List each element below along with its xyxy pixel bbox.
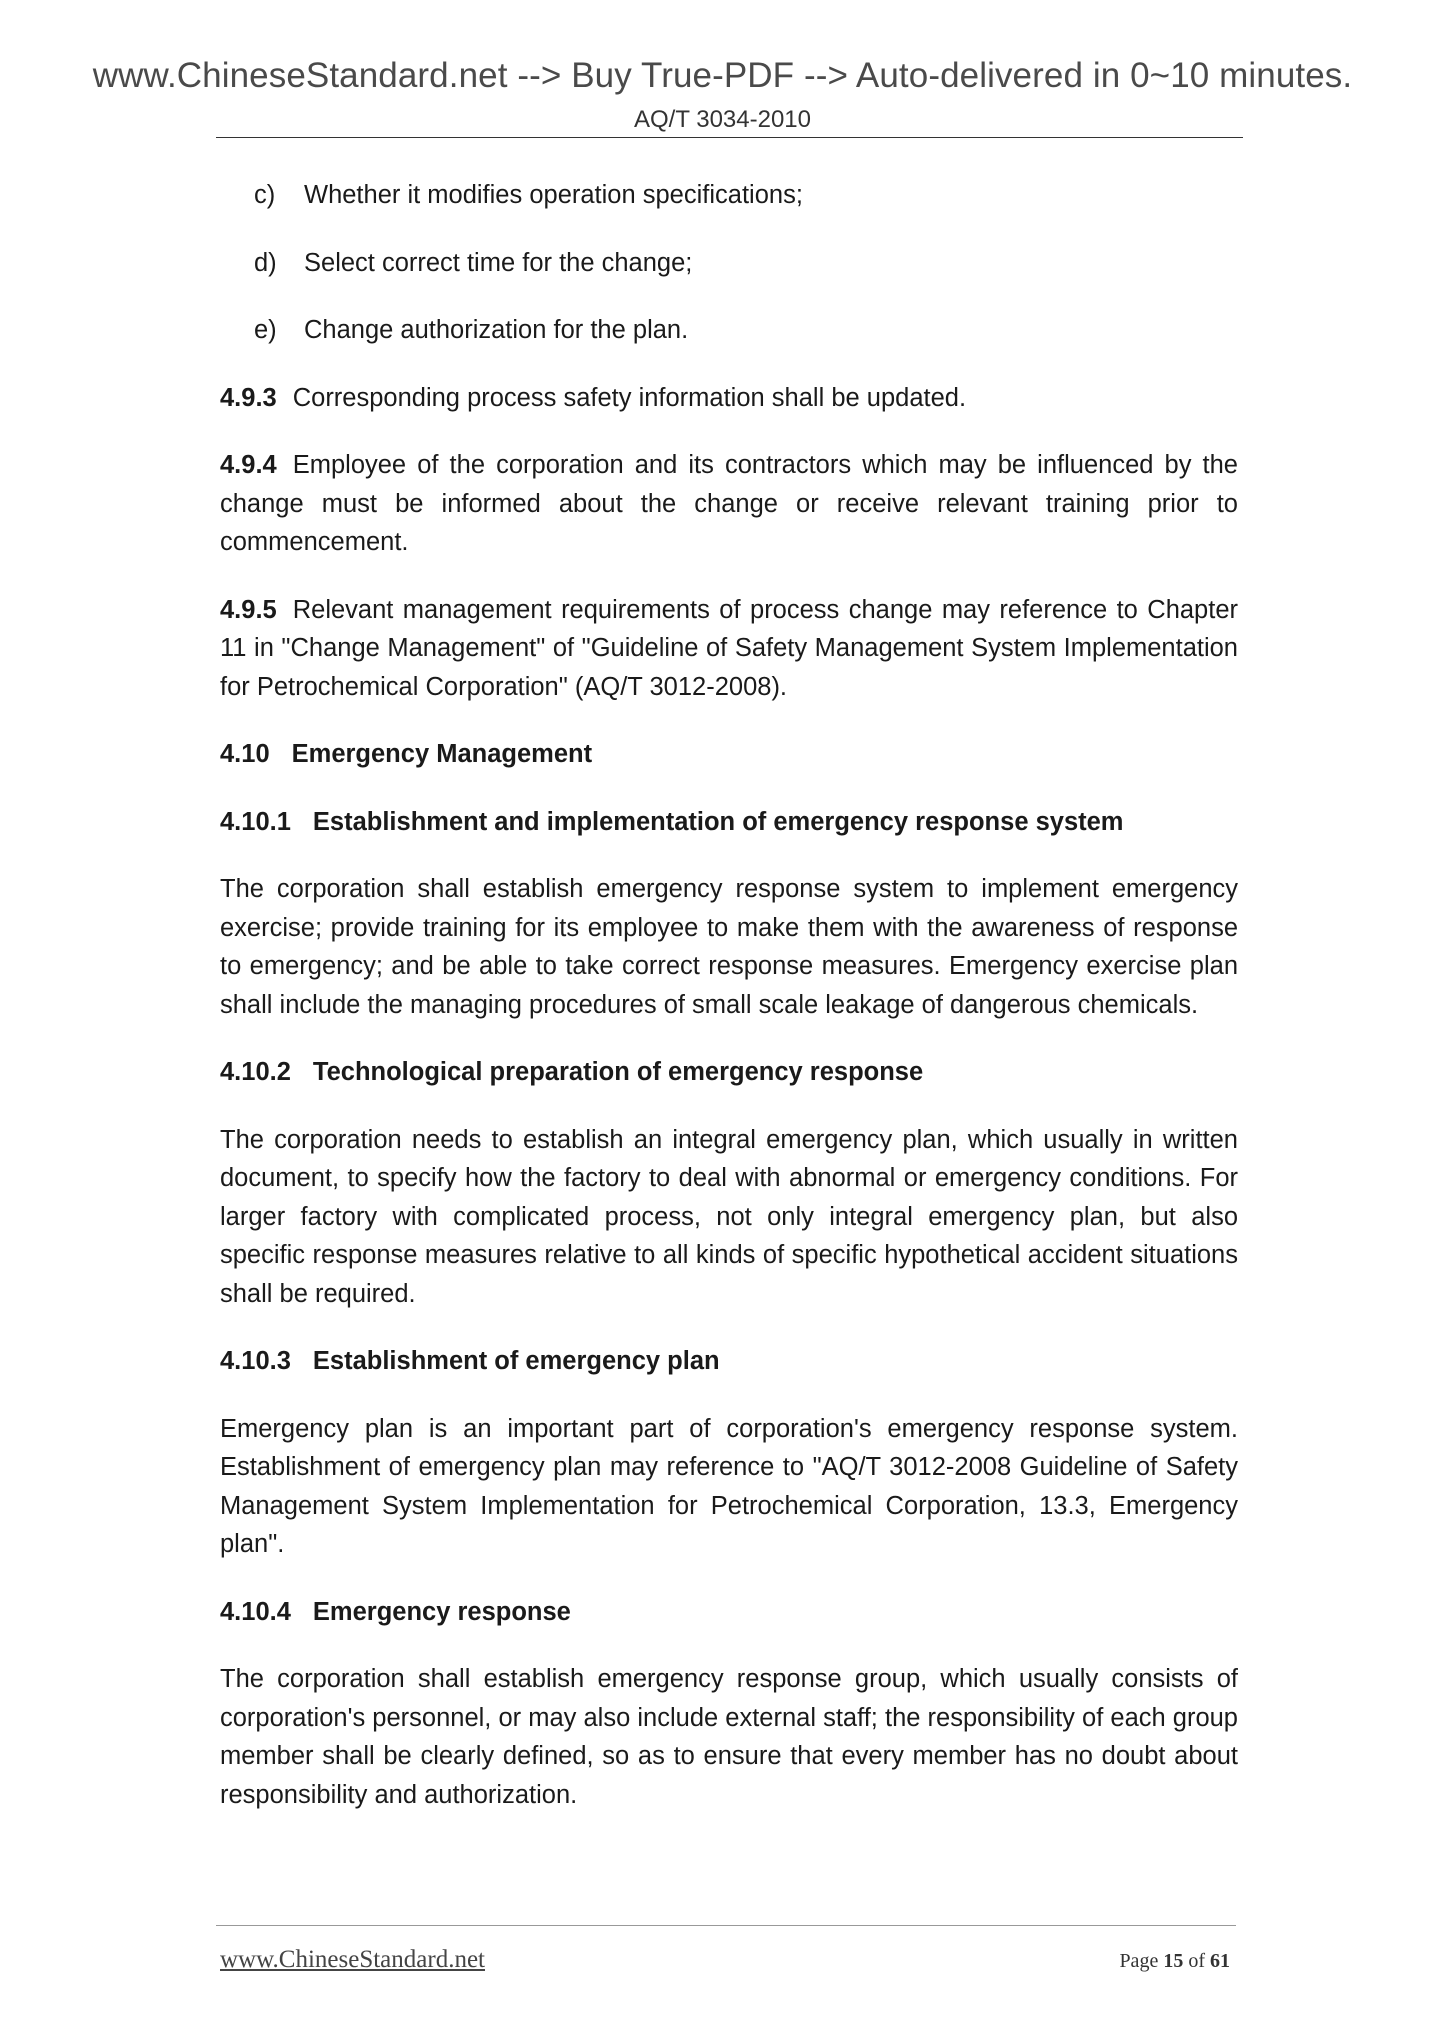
subsection-title: Technological preparation of emergency response	[312, 1058, 924, 1086]
clause-number: 4.9.3	[220, 383, 277, 412]
subsection-heading-4-10-2	[220, 1053, 1238, 1092]
subsection-heading-4-10-1	[220, 803, 1238, 842]
clause-text: Corresponding process safety information shall be updated.	[292, 383, 967, 412]
subsection-heading-4-10-4	[220, 1593, 1238, 1632]
list-marker: e)	[254, 316, 277, 344]
list-item	[254, 311, 1238, 350]
paragraph: Emergency plan is an important part of corporation's emergency response system. Establishment of emergency plan may reference to "AQ/T 3012-2008 Guideline of Safety Management System Implementation for Petrochemical Corporation, 13.3, Emergency plan".	[220, 1414, 1238, 1558]
footer-divider	[216, 1925, 1236, 1926]
clause-text: Employee of the corporation and its contractors which may be influenced by the change must be informed about the change or receive relevant training prior to commencement.	[220, 451, 1238, 556]
clause-4-9-3	[220, 379, 1238, 418]
section-number: 4.10	[220, 740, 270, 768]
clause-4-9-4	[220, 446, 1238, 562]
list-text: Change authorization for the plan.	[304, 316, 689, 344]
footer-site-link[interactable]: www.ChineseStandard.net	[220, 1946, 485, 1973]
paragraph: The corporation shall establish emergency response system to implement emergency exercise; provide training for its employee to make them with the awareness of response to emergency; and be able to take correct response measures. Emergency exercise plan shall include the managing procedures of small scale leakage of dangerous chemicals.	[220, 875, 1238, 1019]
subsection-title: Establishment and implementation of emergency response system	[312, 807, 1124, 836]
list-marker: c)	[254, 181, 276, 209]
list-item	[254, 176, 1238, 215]
clause-number: 4.9.5	[220, 595, 277, 624]
subsection-number: 4.10.1	[220, 807, 291, 836]
clause-text: Relevant management requirements of process change may reference to Chapter 11 in "Change Management" of "Guideline of Safety Management System Implementation for Petrochemical Corporation" (AQ/T 3012-2008).	[220, 595, 1238, 701]
page-word: Page	[1119, 1950, 1159, 1972]
subsection-title: Establishment of emergency plan	[312, 1347, 720, 1375]
page-of: of	[1188, 1950, 1205, 1972]
subsection-number: 4.10.4	[220, 1597, 291, 1626]
header-divider	[216, 137, 1243, 138]
list-text: Whether it modifies operation specifications;	[304, 181, 803, 209]
section-heading-4-10	[220, 735, 1238, 774]
section-title: Emergency Management	[291, 740, 593, 768]
list-text: Select correct time for the change;	[304, 248, 693, 277]
list-item	[254, 244, 1238, 283]
clause-number: 4.9.4	[220, 451, 277, 479]
clause-4-9-5	[220, 591, 1238, 707]
header-banner: www.ChineseStandard.net --> Buy True-PDF --> Auto-delivered in 0~10 minutes.	[92, 56, 1353, 95]
page-total: 61	[1210, 1950, 1230, 1972]
subsection-number: 4.10.2	[220, 1058, 291, 1086]
subsection-heading-4-10-3	[220, 1342, 1238, 1381]
page-current: 15	[1163, 1950, 1184, 1972]
paragraph: The corporation needs to establish an integral emergency plan, which usually in written document, to specify how the factory to deal with abnormal or emergency conditions. For larger factory with complicated process, not only integral emergency plan, but also specific response measures relative to all kinds of specific hypothetical accident situations shall be required.	[220, 1125, 1238, 1308]
list-marker: d)	[254, 248, 277, 277]
document-body	[220, 176, 1238, 1843]
standard-code: AQ/T 3034-2010	[633, 106, 811, 133]
subsection-number: 4.10.3	[220, 1347, 291, 1375]
subsection-title: Emergency response	[312, 1597, 571, 1626]
paragraph: The corporation shall establish emergency response group, which usually consists of corporation's personnel, or may also include external staff; the responsibility of each group member shall be clearly defined, so as to ensure that every member has no doubt about responsibility and authorization.	[220, 1665, 1238, 1809]
page-indicator	[1119, 1950, 1230, 1973]
